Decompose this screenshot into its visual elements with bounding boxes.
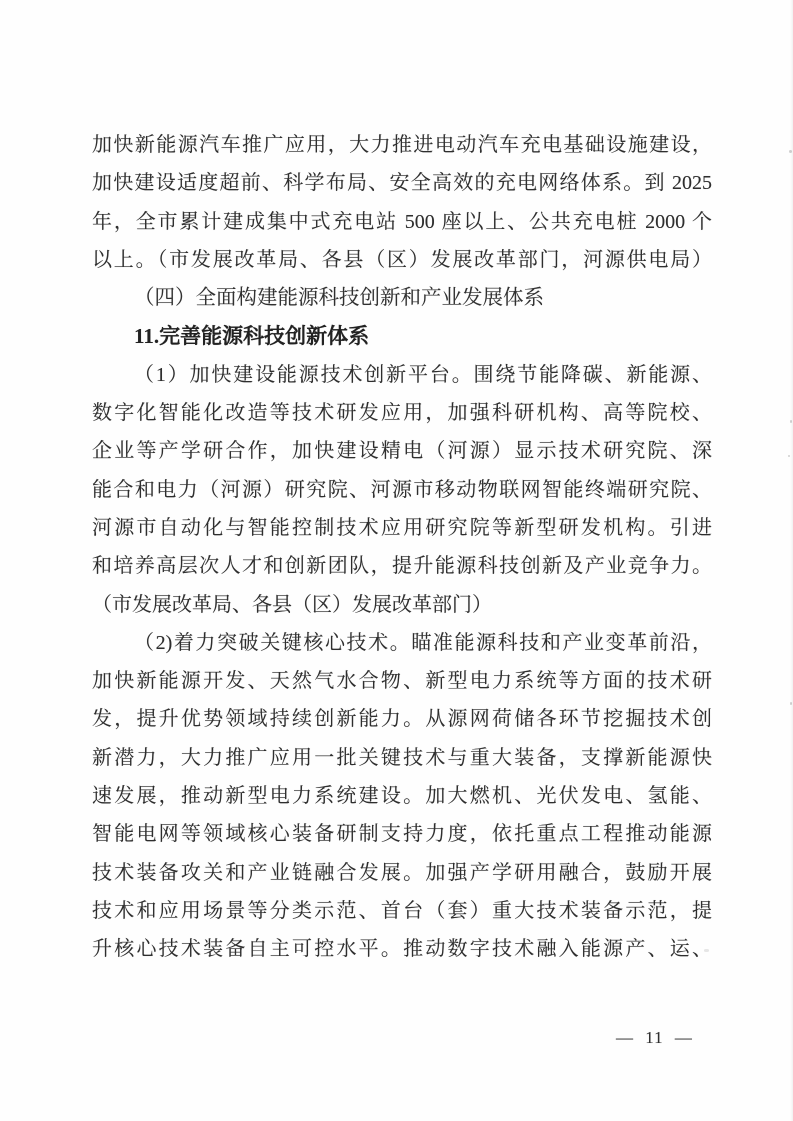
text-line: 数字化智能化改造等技术研发应用，加强科研机构、高等院校、 [92,402,712,425]
page-number: — 11 — [616,1028,693,1047]
section-title-line: （四）全面构建能源科技创新和产业发展体系 [134,287,544,310]
scan-speck [704,949,709,952]
text-line: 河源市自动化与智能控制技术应用研究院等新型研发机构。引进 [92,516,712,539]
text-line: 以上。（市发展改革局、各县（区）发展改革部门，河源供电局） [92,248,712,271]
text-line: 加快新能源汽车推广应用，大力推进电动汽车充电基础设施建设， [92,134,712,156]
text-line: 和培养高层次人才和创新团队，提升能源科技创新及产业竞争力。 [92,555,712,578]
text-line: 技术和应用场景等分类示范、首台（套）重大技术装备示范，提 [92,899,712,922]
text-line: 企业等产学研合作，加快建设精电（河源）显示技术研究院、深 [92,440,712,463]
text-line: 加快建设适度超前、科学布局、安全高效的充电网络体系。到 2025 [92,172,712,195]
text-line: 年，全市累计建成集中式充电站 500 座以上、公共充电桩 2000 个 [92,210,712,233]
text-line: 能合和电力（河源）研究院、河源市移动物联网智能终端研究院、 [92,478,712,501]
text-line: 升核心技术装备自主可控水平。推动数字技术融入能源产、运、 [92,938,712,961]
text-line: （2)着力突破关键核心技术。瞄准能源科技和产业变革前沿， [134,631,712,654]
text-line: 速发展，推动新型电力系统建设。加大燃机、光伏发电、氢能、 [92,785,712,808]
text-line: 新潜力，大力推广应用一批关键技术与重大装备，支撑新能源快 [92,746,712,769]
text-line: （市发展改革局、各县（区）发展改革部门） [92,593,492,616]
text-line: 发，提升优势领域持续创新能力。从源网荷储各环节挖掘技术创 [92,708,712,731]
text-line: 技术装备攻关和产业链融合发展。加强产学研用融合，鼓励开展 [92,861,712,884]
text-block [92,126,712,969]
text-line: 智能电网等领域核心装备研制支持力度，依托重点工程推动能源 [92,823,712,846]
text-line: 加快新能源开发、天然气水合物、新型电力系统等方面的技术研 [92,670,712,693]
heading-line: 11.完善能源科技创新体系 [134,324,370,349]
text-line: （1）加快建设能源技术创新平台。围绕节能降碳、新能源、 [134,363,712,386]
